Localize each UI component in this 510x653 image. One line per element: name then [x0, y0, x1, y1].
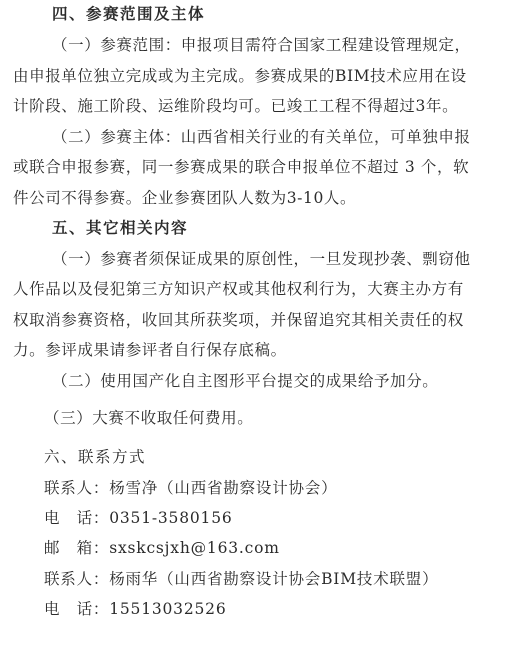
- section4-para1-line1: （一）参赛范围：申报项目需符合国家工程建设管理规定，: [52, 36, 471, 54]
- section4-para2-line2: 或联合申报参赛，同一参赛成果的联合申报单位不超过 3 个，软: [13, 158, 470, 176]
- phone1-label: 电 话：: [44, 509, 110, 527]
- contact1-value: 杨雪净（山西省勘察设计协会）: [109, 479, 338, 497]
- section4-para2-line3: 件公司不得参赛。企业参赛团队人数为3-10人。: [13, 189, 357, 207]
- section5-para2: （二）使用国产化自主图形平台提交的成果给予加分。: [52, 372, 439, 390]
- phone-row-1: [44, 508, 233, 528]
- section4-para1-line3: 计阶段、施工阶段、运维阶段均可。已竣工工程不得超过3年。: [13, 97, 459, 115]
- section5-heading: 五、其它相关内容: [52, 218, 189, 237]
- phone2-label: 电 话：: [44, 600, 110, 618]
- section4-para2-line1: （二）参赛主体：山西省相关行业的有关单位，可单独申报: [52, 128, 471, 146]
- contact2-label: 联系人：: [44, 570, 110, 588]
- phone2-value: 15513032526: [109, 600, 227, 618]
- section5-para1-line3: 权取消参赛资格，收回其所获奖项，并保留追究其相关责任的权: [13, 311, 464, 329]
- email-value: sxskcsjxh@163.com: [109, 539, 280, 557]
- phone1-value: 0351-3580156: [109, 509, 233, 527]
- section6-heading: 六、联系方式: [44, 448, 147, 466]
- contact-row-2: [44, 569, 438, 589]
- contact2-value: 杨雨华（山西省勘察设计协会BIM技术联盟）: [109, 570, 439, 588]
- contact1-label: 联系人：: [44, 479, 110, 497]
- email-row: [44, 538, 280, 558]
- section4-heading: 四、参赛范围及主体: [52, 4, 206, 23]
- section4-para1-line2: 由申报单位独立完成或为主完成。参赛成果的BIM技术应用在设: [13, 67, 467, 85]
- contact-row-1: [44, 478, 337, 498]
- section5-para1-line2: 人作品以及侵犯第三方知识产权或其他权利行为，大赛主办方有: [13, 280, 464, 298]
- email-label: 邮 箱：: [44, 539, 110, 557]
- section5-para3: （三）大赛不收取任何费用。: [44, 409, 254, 427]
- phone-row-2: [44, 599, 226, 619]
- section5-para1-line4: 力。参评成果请参评者自行保存底稿。: [13, 341, 287, 359]
- section5-para1-line1: （一）参赛者须保证成果的原创性，一旦发现抄袭、剽窃他: [52, 250, 471, 268]
